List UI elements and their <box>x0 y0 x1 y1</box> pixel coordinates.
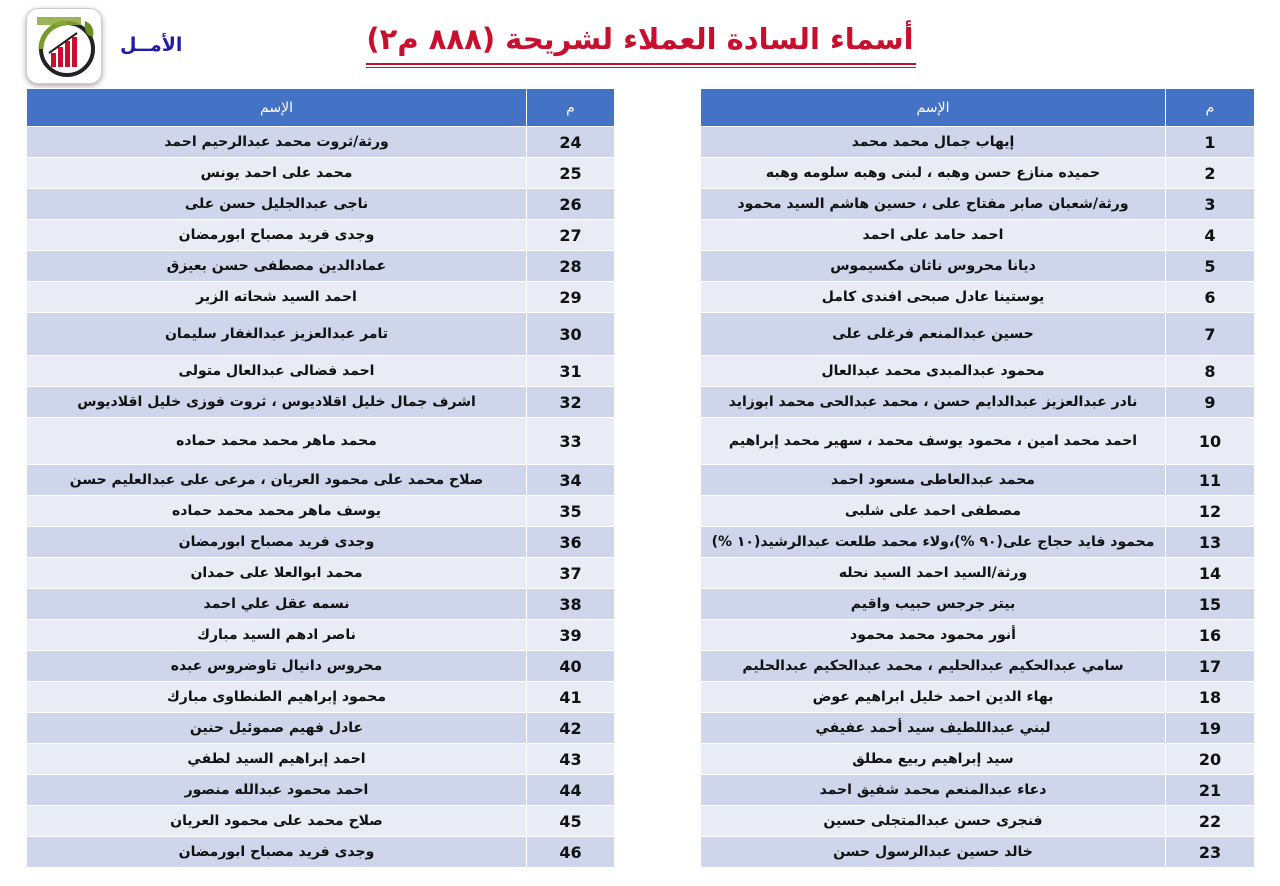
row-number: 1 <box>1166 127 1255 158</box>
client-name: محمد ماهر محمد محمد حماده <box>27 418 527 465</box>
table-row <box>701 220 1255 251</box>
client-name: وجدى فريد مصباح ابورمضان <box>27 220 527 251</box>
row-number: 21 <box>1166 775 1255 806</box>
table-row <box>701 282 1255 313</box>
table-row <box>27 356 615 387</box>
client-name: محمود عبدالمبدى محمد عبدالعال <box>701 356 1166 387</box>
table-row <box>701 127 1255 158</box>
client-name: ورثة/شعبان صابر مفتاح على ، حسين هاشم السيد محمود <box>701 189 1166 220</box>
row-number: 28 <box>527 251 615 282</box>
table-row <box>701 713 1255 744</box>
client-name: ورثة/السيد احمد السيد نحله <box>701 558 1166 589</box>
table-row <box>27 806 615 837</box>
table-row <box>27 282 615 313</box>
client-name: ديانا محروس ناثان مكسيموس <box>701 251 1166 282</box>
table-row <box>27 465 615 496</box>
client-name: صلاح محمد على محمود العريان <box>27 806 527 837</box>
row-number: 46 <box>527 837 615 868</box>
client-name: أنور محمود محمد محمود <box>701 620 1166 651</box>
table-row <box>27 387 615 418</box>
company-logo <box>26 8 102 84</box>
client-name: محمد عبدالعاطى مسعود احمد <box>701 465 1166 496</box>
client-name: وجدى فريد مصباح ابورمضان <box>27 837 527 868</box>
row-number: 42 <box>527 713 615 744</box>
row-number: 25 <box>527 158 615 189</box>
table-row <box>27 775 615 806</box>
title-underline <box>366 63 916 65</box>
table-row <box>27 620 615 651</box>
company-logo-icon <box>27 9 101 83</box>
client-name: تامر عبدالعزيز عبدالغفار سليمان <box>27 313 527 356</box>
client-name: نسمه عقل علي احمد <box>27 589 527 620</box>
row-number: 19 <box>1166 713 1255 744</box>
client-name: محمود إبراهيم الطنطاوى مبارك <box>27 682 527 713</box>
row-number: 23 <box>1166 837 1255 868</box>
row-number: 40 <box>527 651 615 682</box>
client-name: محروس دانيال تاوضروس عبده <box>27 651 527 682</box>
client-name: ناصر ادهم السيد مبارك <box>27 620 527 651</box>
row-number: 13 <box>1166 527 1255 558</box>
table-row <box>27 418 615 465</box>
row-number: 22 <box>1166 806 1255 837</box>
table-row <box>27 651 615 682</box>
brand-name: الأمــل <box>120 34 183 56</box>
table-row <box>27 496 615 527</box>
clients-table-left <box>26 88 615 868</box>
client-name: وجدى فريد مصباح ابورمضان <box>27 527 527 558</box>
column-header-name: الإسم <box>701 89 1166 127</box>
table-row <box>701 744 1255 775</box>
table-row <box>701 496 1255 527</box>
client-name: عمادالدين مصطفى حسن بعيزق <box>27 251 527 282</box>
client-name: احمد إبراهيم السيد لطفي <box>27 744 527 775</box>
row-number: 20 <box>1166 744 1255 775</box>
row-number: 45 <box>527 806 615 837</box>
table-row <box>701 558 1255 589</box>
row-number: 43 <box>527 744 615 775</box>
table-row <box>27 313 615 356</box>
table-row <box>701 682 1255 713</box>
table-row <box>27 744 615 775</box>
client-name: سيد إبراهيم ربيع مطلق <box>701 744 1166 775</box>
row-number: 32 <box>527 387 615 418</box>
table-row <box>27 158 615 189</box>
client-name: يوستينا عادل صبحى افندى كامل <box>701 282 1166 313</box>
table-row <box>701 806 1255 837</box>
client-name: يوسف ماهر محمد محمد حماده <box>27 496 527 527</box>
title-underline-secondary <box>366 67 916 68</box>
table-row <box>701 158 1255 189</box>
row-number: 41 <box>527 682 615 713</box>
table-row <box>701 189 1255 220</box>
client-name: احمد فضالى عبدالعال متولى <box>27 356 527 387</box>
table-row <box>27 251 615 282</box>
column-header-number: م <box>527 89 615 127</box>
row-number: 17 <box>1166 651 1255 682</box>
client-name: محمود فايد حجاج على(٩٠ %)،ولاء محمد طلعت عبدالرشيد(١٠ %) <box>701 527 1166 558</box>
table-row <box>701 251 1255 282</box>
row-number: 30 <box>527 313 615 356</box>
row-number: 18 <box>1166 682 1255 713</box>
client-name: احمد السيد شحاته الزير <box>27 282 527 313</box>
client-name: مصطفى احمد على شلبى <box>701 496 1166 527</box>
client-name: إيهاب جمال محمد محمد <box>701 127 1166 158</box>
row-number: 27 <box>527 220 615 251</box>
column-header-name: الإسم <box>27 89 527 127</box>
table-row <box>27 189 615 220</box>
row-number: 3 <box>1166 189 1255 220</box>
row-number: 14 <box>1166 558 1255 589</box>
row-number: 16 <box>1166 620 1255 651</box>
table-row <box>27 682 615 713</box>
row-number: 29 <box>527 282 615 313</box>
table-row <box>701 418 1255 465</box>
row-number: 10 <box>1166 418 1255 465</box>
clients-table-right <box>700 88 1255 868</box>
row-number: 9 <box>1166 387 1255 418</box>
row-number: 6 <box>1166 282 1255 313</box>
client-name: ورثة/ثروت محمد عبدالرحيم احمد <box>27 127 527 158</box>
client-name: صلاح محمد على محمود العريان ، مرعى على عبدالعليم حسن <box>27 465 527 496</box>
client-name: احمد محمد امين ، محمود يوسف محمد ، سهير محمد إبراهيم <box>701 418 1166 465</box>
client-name: بيتر جرجس حبيب واقيم <box>701 589 1166 620</box>
client-name: خالد حسين عبدالرسول حسن <box>701 837 1166 868</box>
client-name: محمد على احمد يونس <box>27 158 527 189</box>
row-number: 31 <box>527 356 615 387</box>
client-name: اشرف جمال خليل اقلاديوس ، ثروت فوزى خليل اقلاديوس <box>27 387 527 418</box>
column-header-number: م <box>1166 89 1255 127</box>
row-number: 26 <box>527 189 615 220</box>
row-number: 37 <box>527 558 615 589</box>
table-row <box>27 837 615 868</box>
table-row <box>701 775 1255 806</box>
table-row <box>701 465 1255 496</box>
table-row <box>701 589 1255 620</box>
table-row <box>27 527 615 558</box>
row-number: 15 <box>1166 589 1255 620</box>
client-name: لبني عبداللطيف سيد أحمد عفيفي <box>701 713 1166 744</box>
table-row <box>701 313 1255 356</box>
table-row <box>27 220 615 251</box>
table-row <box>27 589 615 620</box>
client-name: ناجى عبدالجليل حسن على <box>27 189 527 220</box>
table-row <box>27 713 615 744</box>
client-name: احمد محمود عبدالله منصور <box>27 775 527 806</box>
row-number: 39 <box>527 620 615 651</box>
table-row <box>701 837 1255 868</box>
page-title: أسماء السادة العملاء لشريحة (٨٨٨ م٢) <box>366 22 914 56</box>
table-row <box>27 558 615 589</box>
table-row <box>27 127 615 158</box>
row-number: 44 <box>527 775 615 806</box>
row-number: 33 <box>527 418 615 465</box>
table-row <box>701 651 1255 682</box>
row-number: 34 <box>527 465 615 496</box>
client-name: سامي عبدالحكيم عبدالحليم ، محمد عبدالحكيم عبدالحليم <box>701 651 1166 682</box>
table-row <box>701 356 1255 387</box>
row-number: 5 <box>1166 251 1255 282</box>
row-number: 2 <box>1166 158 1255 189</box>
client-name: محمد ابوالعلا على حمدان <box>27 558 527 589</box>
row-number: 38 <box>527 589 615 620</box>
client-name: حميده منازع حسن وهبه ، لبنى وهبه سلومه وهبه <box>701 158 1166 189</box>
table-row <box>701 387 1255 418</box>
row-number: 24 <box>527 127 615 158</box>
table-row <box>701 527 1255 558</box>
row-number: 11 <box>1166 465 1255 496</box>
row-number: 7 <box>1166 313 1255 356</box>
client-name: حسين عبدالمنعم فرغلى على <box>701 313 1166 356</box>
client-name: احمد حامد على احمد <box>701 220 1166 251</box>
row-number: 36 <box>527 527 615 558</box>
client-name: عادل فهيم صموئيل حنين <box>27 713 527 744</box>
row-number: 8 <box>1166 356 1255 387</box>
client-name: بهاء الدين احمد خليل ابراهيم عوض <box>701 682 1166 713</box>
table-row <box>701 620 1255 651</box>
client-name: فنجرى حسن عبدالمتجلى حسين <box>701 806 1166 837</box>
client-name: نادر عبدالعزيز عبدالدايم حسن ، محمد عبدالحى محمد ابوزايد <box>701 387 1166 418</box>
row-number: 4 <box>1166 220 1255 251</box>
row-number: 12 <box>1166 496 1255 527</box>
client-name: دعاء عبدالمنعم محمد شفيق احمد <box>701 775 1166 806</box>
row-number: 35 <box>527 496 615 527</box>
